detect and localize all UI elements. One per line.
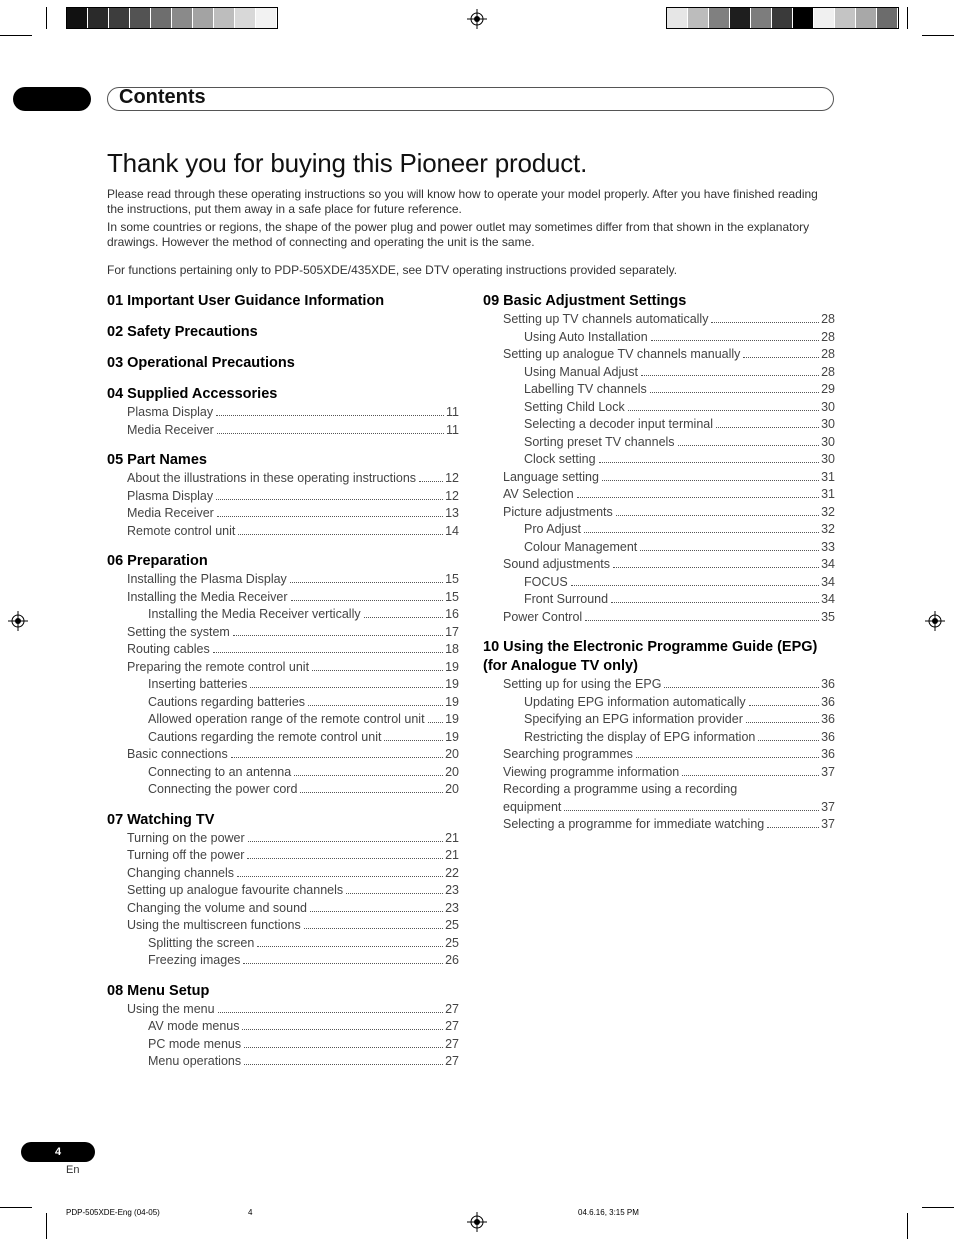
dot-leader (682, 775, 819, 776)
color-swatch (877, 8, 898, 28)
toc-entry-page: 27 (445, 1019, 459, 1033)
toc-entry[interactable] (107, 746, 459, 764)
language-code: En (66, 1164, 80, 1176)
color-swatch (67, 8, 88, 28)
dot-leader (636, 757, 819, 758)
toc-entry-title: Using Auto Installation (524, 329, 648, 344)
toc-entry-page: 30 (821, 417, 835, 431)
toc-entry[interactable] (107, 900, 459, 918)
toc-section-heading[interactable]: 08 Menu Setup (107, 982, 210, 999)
toc-entry-title: Setting up for using the EPG (503, 677, 662, 691)
toc-section-heading[interactable]: 09 Basic Adjustment Settings (483, 293, 687, 309)
toc-entry[interactable] (483, 451, 835, 469)
toc-entry-title: Cautions regarding batteries (148, 694, 306, 709)
toc-entry-page: 11 (446, 405, 459, 419)
toc-entry-title: Colour Management (524, 539, 638, 554)
toc-entry[interactable] (483, 764, 835, 782)
dot-leader (678, 445, 820, 446)
toc-entry-page: 25 (445, 935, 459, 950)
dot-leader (216, 415, 444, 416)
dot-leader (237, 876, 443, 877)
toc-entry[interactable] (483, 781, 835, 799)
crop-mark (907, 7, 908, 29)
toc-entry-title: Media Receiver (127, 422, 214, 437)
color-swatch (88, 8, 109, 28)
toc-entry[interactable] (483, 556, 835, 574)
section-title: Contents (119, 86, 206, 108)
toc-entry-title: Plasma Display (127, 405, 214, 419)
toc-entry-page: 15 (445, 572, 459, 586)
toc-entry-title: Language setting (503, 469, 599, 484)
toc-entry[interactable] (107, 404, 459, 422)
toc-entry-page: 19 (445, 694, 459, 709)
toc-entry-title: Viewing programme information (503, 764, 680, 779)
toc-entry-page: 17 (445, 624, 459, 639)
dot-leader (312, 670, 443, 671)
toc-entry[interactable] (483, 729, 835, 747)
toc-entry-title: AV mode menus (148, 1019, 240, 1033)
color-swatch (751, 8, 772, 28)
toc-entry-title: Menu operations (148, 1054, 242, 1068)
toc-entry[interactable] (107, 847, 459, 865)
toc-entry-title: Changing channels (127, 865, 235, 880)
toc-entry-title: Setting up TV channels automatically (503, 312, 709, 326)
toc-entry-page: 21 (445, 830, 459, 845)
toc-entry-page: 27 (445, 1001, 459, 1016)
dot-leader (218, 1012, 444, 1013)
dot-leader (602, 480, 819, 481)
toc-entry-title: Sorting preset TV channels (524, 434, 675, 449)
toc-entry-title: Selecting a programme for immediate watching (503, 817, 765, 831)
section-tab (13, 87, 91, 111)
toc-entry-page: 28 (821, 347, 835, 361)
crop-mark (46, 7, 47, 29)
toc-entry-page: 19 (445, 729, 459, 744)
dot-leader (758, 740, 819, 741)
toc-entry[interactable] (483, 816, 835, 834)
page-number: 4 (21, 1142, 95, 1162)
dot-leader (238, 534, 443, 535)
toc-entry-title: Pro Adjust (524, 522, 581, 536)
toc-entry[interactable] (107, 589, 459, 607)
intro-paragraph: For functions pertaining only to PDP-505XDE/435XDE, see DTV operating instructions provided separately. (107, 263, 678, 277)
footer-date: 04.6.16, 3:15 PM (578, 1208, 639, 1217)
dot-leader (616, 515, 819, 516)
toc-entry-page: 19 (445, 677, 459, 691)
toc-entry-page: 37 (821, 764, 835, 779)
toc-entry[interactable] (107, 711, 459, 729)
toc-entry-page: 15 (445, 589, 459, 604)
toc-entry-page: 34 (821, 557, 835, 571)
toc-entry-title: Using Manual Adjust (524, 364, 638, 379)
color-swatch (688, 8, 709, 28)
dot-leader (364, 617, 444, 618)
toc-entry-title: Power Control (503, 609, 583, 624)
dot-leader (290, 582, 443, 583)
toc-section-heading[interactable]: 02 Safety Precautions (107, 324, 258, 340)
toc-entry[interactable] (483, 399, 835, 417)
toc-entry[interactable] (107, 865, 459, 883)
toc-entry-title: Clock setting (524, 452, 596, 466)
dot-leader (346, 893, 443, 894)
dot-leader (300, 792, 443, 793)
toc-section-heading[interactable]: 03 Operational Precautions (107, 355, 295, 371)
dot-leader (244, 1047, 443, 1048)
toc-entry-page: 35 (821, 609, 835, 624)
toc-entry-title: Installing the Plasma Display (127, 572, 287, 586)
toc-entry[interactable] (483, 539, 835, 557)
toc-entry-title: Media Receiver (127, 506, 214, 520)
color-swatch (709, 8, 730, 28)
registration-mark-icon (467, 9, 487, 29)
toc-entry-title: Remote control unit (127, 523, 236, 538)
dot-leader (243, 963, 443, 964)
toc-entry[interactable] (483, 381, 835, 399)
crop-mark (907, 1213, 908, 1239)
toc-entry-page: 25 (445, 918, 459, 932)
toc-entry-title: Front Surround (524, 592, 609, 606)
dot-leader (564, 810, 819, 811)
toc-entry-title: Connecting to an antenna (148, 764, 292, 779)
toc-section-heading[interactable]: 10 Using the Electronic Programme Guide (EPG) (for Analogue TV only) (483, 639, 818, 674)
dot-leader (384, 740, 443, 741)
toc-entry-title: Routing cables (127, 642, 210, 656)
toc-entry-page: 13 (445, 506, 459, 520)
toc-entry[interactable] (483, 416, 835, 434)
toc-entry-page: 30 (821, 452, 835, 466)
toc-entry-page: 21 (445, 848, 459, 862)
dot-leader (308, 705, 443, 706)
color-swatch (109, 8, 130, 28)
dot-leader (213, 652, 443, 653)
toc-entry-page: 27 (445, 1054, 459, 1068)
toc-entry-title: Turning off the power (127, 848, 245, 862)
toc-entry-page: 18 (445, 642, 459, 656)
toc-entry-title: Setting up analogue TV channels manually (503, 347, 741, 361)
toc-entry[interactable] (107, 488, 459, 506)
toc-entry[interactable] (107, 1036, 459, 1054)
toc-entry-page: 19 (445, 712, 459, 726)
toc-entry[interactable] (483, 346, 835, 364)
dot-leader (584, 532, 819, 533)
dot-leader (257, 946, 443, 947)
toc-entry-title: Splitting the screen (148, 935, 255, 950)
toc-entry-title: Basic connections (127, 747, 228, 761)
toc-entry-title: Selecting a decoder input terminal (524, 417, 714, 431)
toc-entry[interactable] (107, 523, 459, 541)
toc-entry-page: 20 (445, 747, 459, 761)
toc-entry[interactable] (107, 694, 459, 712)
crop-mark (0, 1207, 32, 1208)
toc-entry-page: 12 (445, 488, 459, 503)
toc-entry[interactable] (107, 676, 459, 694)
dot-leader (294, 775, 443, 776)
toc-entry-title: Connecting the power cord (148, 782, 298, 796)
toc-entry[interactable] (107, 935, 459, 953)
toc-entry[interactable] (107, 1001, 459, 1019)
toc-entry[interactable] (483, 311, 835, 329)
toc-entry[interactable] (107, 505, 459, 523)
dot-leader (640, 550, 819, 551)
toc-entry[interactable] (107, 641, 459, 659)
toc-entry[interactable] (107, 781, 459, 799)
toc-entry-title: About the illustrations in these operating instructions (127, 471, 417, 485)
toc-entry[interactable] (107, 422, 459, 440)
toc-entry[interactable] (483, 694, 835, 712)
toc-left-column (107, 292, 459, 1071)
toc-entry-page: 36 (821, 712, 835, 726)
footer-page: 4 (248, 1208, 253, 1217)
dot-leader (641, 375, 819, 376)
toc-entry[interactable] (483, 434, 835, 452)
toc-entry[interactable] (483, 486, 835, 504)
toc-entry-page: 30 (821, 434, 835, 449)
dot-leader (247, 858, 443, 859)
dot-leader (310, 911, 443, 912)
dot-leader (650, 392, 819, 393)
toc-entry[interactable] (483, 746, 835, 764)
toc-entry-title: Changing the volume and sound (127, 900, 307, 915)
toc-entry-page: 28 (821, 329, 835, 344)
dot-leader (428, 722, 444, 723)
toc-entry[interactable] (107, 764, 459, 782)
toc-entry-page: 23 (445, 883, 459, 897)
toc-section-heading[interactable]: 07 Watching TV (107, 811, 215, 828)
dot-leader (216, 499, 443, 500)
dot-leader (217, 433, 444, 434)
crop-mark (922, 35, 954, 36)
toc-entry-page: 12 (445, 471, 459, 485)
toc-entry-title: Setting Child Lock (524, 399, 625, 414)
toc-entry-page: 19 (445, 659, 459, 674)
dot-leader (767, 827, 819, 828)
toc-entry[interactable] (483, 574, 835, 592)
toc-entry-title: Updating EPG information automatically (524, 694, 746, 709)
toc-entry-page: 31 (821, 469, 835, 484)
toc-entry-title: Labelling TV channels (524, 382, 647, 396)
toc-section-heading[interactable]: 06 Preparation (107, 553, 208, 569)
toc-section-heading[interactable]: 04 Supplied Accessories (107, 386, 278, 402)
dot-leader (217, 516, 443, 517)
toc-entry-title: Specifying an EPG information provider (524, 712, 743, 726)
toc-entry-title: Allowed operation range of the remote control unit (148, 712, 425, 726)
registration-mark-icon (925, 611, 945, 631)
toc-entry-page: 20 (445, 782, 459, 796)
color-swatch (667, 8, 688, 28)
color-swatch (235, 8, 256, 28)
toc-entry-title: Picture adjustments (503, 504, 613, 519)
toc-entry-title: Installing the Media Receiver (127, 589, 288, 604)
toc-entry-title: Setting the system (127, 624, 230, 639)
dot-leader (242, 1029, 443, 1030)
toc-entry[interactable] (483, 711, 835, 729)
toc-right-column (483, 292, 835, 834)
dot-leader (231, 757, 443, 758)
toc-entry[interactable] (483, 504, 835, 522)
toc-entry-title: FOCUS (524, 574, 568, 589)
color-swatch (172, 8, 193, 28)
toc-entry[interactable] (483, 591, 835, 609)
color-swatch (835, 8, 856, 28)
toc-entry-page: 26 (445, 953, 459, 967)
color-swatch (151, 8, 172, 28)
footer-file: PDP-505XDE-Eng (04-05) (66, 1208, 160, 1217)
toc-entry-title: Restricting the display of EPG information (524, 729, 756, 744)
toc-entry-page: 32 (821, 504, 835, 519)
color-calibration-strip-left (66, 7, 278, 29)
color-swatch (256, 8, 277, 28)
toc-entry[interactable] (483, 676, 835, 694)
toc-entry[interactable] (107, 606, 459, 624)
toc-entry-title: Turning on the power (127, 830, 245, 845)
toc-entry[interactable] (107, 917, 459, 935)
toc-entry-title: Sound adjustments (503, 557, 611, 571)
toc-entry-page: 34 (821, 574, 835, 589)
toc-entry-page: 30 (821, 399, 835, 414)
toc-entry-page: 28 (821, 312, 835, 326)
toc-entry-title: Recording a programme using a recording (503, 782, 738, 796)
toc-entry-page: 36 (821, 747, 835, 761)
crop-mark (46, 1213, 47, 1239)
toc-entry-page: 33 (821, 539, 835, 554)
toc-entry-title: Cautions regarding the remote control unit (148, 729, 382, 744)
intro-paragraph: In some countries or regions, the shape of the power plug and power outlet may sometimes differ from that shown in the explanatory drawings. However the method of connecting and operating the unit is the same. (107, 220, 810, 249)
toc-entry[interactable] (107, 830, 459, 848)
toc-entry-title: Preparing the remote control unit (127, 659, 310, 674)
color-swatch (193, 8, 214, 28)
registration-mark-icon (8, 611, 28, 631)
dot-leader (248, 841, 443, 842)
toc-entry[interactable] (107, 659, 459, 677)
dot-leader (611, 602, 819, 603)
dot-leader (585, 620, 819, 621)
toc-section-heading[interactable]: 05 Part Names (107, 452, 207, 468)
dot-leader (749, 705, 819, 706)
toc-entry[interactable] (107, 729, 459, 747)
dot-leader (304, 928, 443, 929)
toc-section-heading[interactable]: 01 Important User Guidance Information (107, 293, 385, 309)
dot-leader (711, 322, 819, 323)
toc-entry[interactable] (483, 609, 835, 627)
dot-leader (746, 722, 819, 723)
dot-leader (664, 687, 819, 688)
toc-entry-page: 22 (445, 865, 459, 880)
toc-entry[interactable] (107, 882, 459, 900)
color-swatch (730, 8, 751, 28)
color-calibration-strip-right (666, 7, 899, 29)
crop-mark (922, 1207, 954, 1208)
dot-leader (716, 427, 819, 428)
toc-entry-page: 29 (821, 382, 835, 396)
toc-entry[interactable] (107, 952, 459, 970)
toc-entry[interactable] (107, 624, 459, 642)
section-header-frame (107, 87, 834, 111)
dot-leader (244, 1064, 443, 1065)
dot-leader (651, 340, 819, 341)
toc-entry-title: Using the multiscreen functions (127, 918, 301, 932)
toc-entry-title: Searching programmes (503, 747, 633, 761)
toc-entry[interactable] (107, 571, 459, 589)
toc-entry-page: 16 (445, 607, 459, 621)
color-swatch (214, 8, 235, 28)
toc-entry-page: 34 (821, 592, 835, 606)
toc-entry-title: Installing the Media Receiver vertically (148, 607, 361, 621)
dot-leader (743, 357, 819, 358)
toc-entry-title: Using the menu (127, 1001, 215, 1016)
toc-entry[interactable] (107, 470, 459, 488)
crop-mark (0, 35, 32, 36)
toc-entry-page: 36 (821, 677, 835, 691)
toc-entry-page: 37 (821, 817, 835, 831)
toc-entry-page: 14 (445, 523, 459, 538)
page-title: Thank you for buying this Pioneer product. (107, 148, 588, 178)
dot-leader (613, 567, 819, 568)
color-swatch (772, 8, 793, 28)
color-swatch (856, 8, 877, 28)
toc-entry-title: Plasma Display (127, 488, 214, 503)
toc-entry[interactable] (107, 1053, 459, 1071)
toc-entry[interactable] (483, 329, 835, 347)
toc-entry-title: Inserting batteries (148, 677, 248, 691)
toc-entry-title: AV Selection (503, 487, 574, 501)
toc-entry-page: 27 (445, 1036, 459, 1051)
color-swatch (793, 8, 814, 28)
toc-entry[interactable] (483, 364, 835, 382)
color-swatch (814, 8, 835, 28)
dot-leader (291, 600, 444, 601)
toc-entry-page: 28 (821, 364, 835, 379)
toc-entry[interactable] (483, 521, 835, 539)
intro-paragraph: Please read through these operating instructions so you will know how to operate your model properly. After you have finished reading the instructions, put them away in a safe place for future reference. (107, 187, 818, 216)
toc-entry-page: 37 (821, 799, 835, 814)
toc-entry-page: 36 (821, 694, 835, 709)
toc-entry-page: 23 (445, 900, 459, 915)
dot-leader (571, 585, 819, 586)
toc-entry-title: PC mode menus (148, 1036, 242, 1051)
toc-entry[interactable] (483, 469, 835, 487)
registration-mark-icon (467, 1212, 487, 1232)
toc-entry-page: 36 (821, 729, 835, 744)
toc-entry-page: 32 (821, 522, 835, 536)
toc-entry-page: 11 (446, 422, 459, 437)
toc-entry-title: Freezing images (148, 953, 241, 967)
dot-leader (233, 635, 443, 636)
toc-entry[interactable] (483, 799, 835, 817)
toc-entry-page: 20 (445, 764, 459, 779)
dot-leader (577, 497, 819, 498)
toc-entry[interactable] (107, 1018, 459, 1036)
dot-leader (628, 410, 819, 411)
dot-leader (419, 481, 443, 482)
dot-leader (599, 462, 820, 463)
toc-entry-page: 31 (821, 487, 835, 501)
dot-leader (250, 687, 443, 688)
color-swatch (130, 8, 151, 28)
toc-entry-title: Setting up analogue favourite channels (127, 883, 344, 897)
toc-entry-title: equipment (503, 799, 562, 814)
